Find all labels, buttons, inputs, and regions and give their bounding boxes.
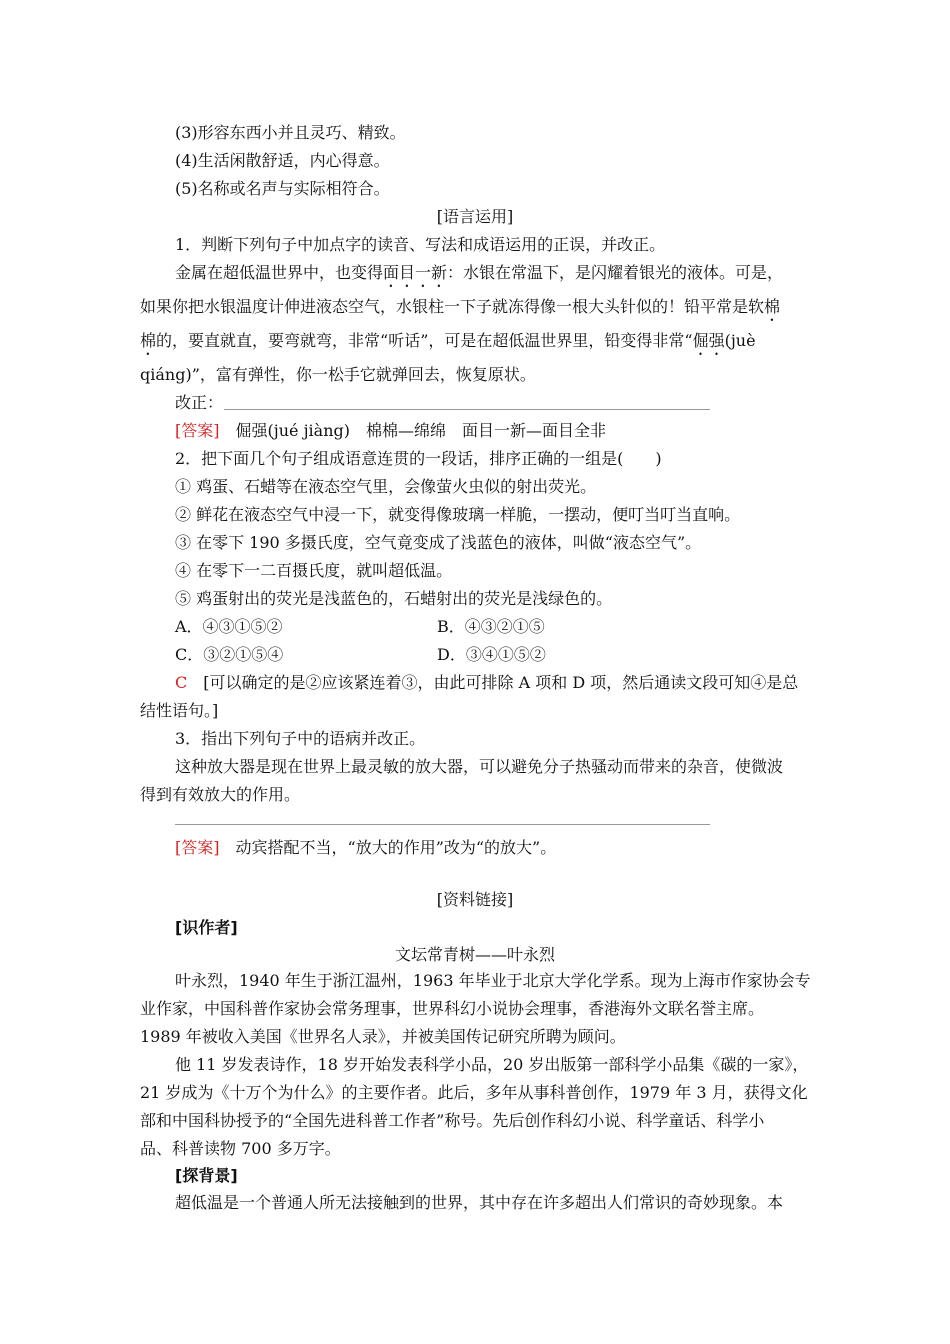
question-1-passage-line-2: 如果你把水银温度计伸进液态空气，水银柱一下子就冻得像一根大头针似的！铅平常是软棉 [140,297,781,316]
author-paragraph-line-3: 1989 年被收入美国《世界名人录》，并被美国传记研究所聘为顾问。 [140,1027,626,1046]
question-1-passage-line-4: qiáng)”，富有弹性，你一松手它就弹回去，恢复原状。 [140,365,536,384]
definition-item-5: (5)名称或名声与实际相符合。 [175,179,390,198]
option-b: B．④③②①⑤ [437,617,545,636]
question-2-sentence-4: ④ 在零下一二百摄氏度，就叫超低温。 [175,561,453,580]
option-d: D．③④①⑤② [437,645,546,664]
option-a: A．④③①⑤② [175,617,283,636]
question-2-explanation-line-2: 结性语句。] [140,701,219,720]
question-2-sentence-1: ① 鸡蛋、石蜡等在液态空气里，会像萤火虫似的射出荧光。 [175,477,597,496]
author-paragraph-line-7: 品、科普读物 700 多万字。 [140,1139,341,1158]
author-paragraph-line-5: 21 岁成为《十万个为什么》的主要作者。此后，多年从事科普创作，1979 年 3 月，获得文化 [140,1083,808,1102]
answer-label: [答案] [175,421,220,440]
question-2-sentence-2: ② 鲜花在液态空气中浸一下，就变得像玻璃一样脆，一摆动，便叮当叮当直响。 [175,505,741,524]
definition-item-3: (3)形容东西小并且灵巧、精致。 [175,123,406,142]
author-title: 文坛常青树——叶永烈 [394,945,555,964]
background-paragraph-line-1: 超低温是一个普通人所无法接触到的世界，其中存在许多超出人们常识的奇妙现象。本 [175,1193,784,1212]
dotted-word: 倔强 [692,331,725,350]
answer-blank-line [224,409,710,410]
question-2-sentence-3: ③ 在零下 190 多摄氏度，空气竟变成了浅蓝色的液体，叫做“液态空气”。 [175,533,702,552]
section-heading-reference: [资料链接] [436,890,514,909]
question-3-answer: [答案] 动宾搭配不当，“放大的作用”改为“的放大”。 [175,838,557,857]
option-c: C．③②①⑤④ [175,645,284,664]
author-paragraph-line-2: 业作家，中国科普作家协会常务理事，世界科幻小说协会理事，香港海外文联名誉主席。 [140,999,765,1018]
answer-choice: C [175,673,188,692]
option-row-2 [175,645,546,665]
background-tag: [探背景] [175,1166,238,1185]
question-2-prompt: 2．把下面几个句子组成语意连贯的一段话，排序正确的一组是( ) [175,449,662,468]
question-1-prompt: 1．判断下列句子中加点字的读音、写法和成语运用的正误，并改正。 [175,235,666,254]
question-3-prompt: 3．指出下列句子中的语病并改正。 [175,729,426,748]
dotted-word: 面目一新 [383,263,448,282]
option-row-1 [175,617,545,637]
answer-blank-line [175,824,710,825]
author-tag: [识作者] [175,918,238,937]
definition-item-4: (4)生活闲散舒适，内心得意。 [175,151,390,170]
question-3-sentence-line-1: 这种放大器是现在世界上最灵敏的放大器，可以避免分子热骚动而带来的杂音，使微波 [175,757,784,776]
section-heading-language: [语言运用] [436,207,514,226]
author-paragraph-line-6: 部和中国科协授予的“全国先进科普工作者”称号。先后创作科幻小说、科学童话、科学小 [140,1111,765,1130]
question-1-answer: [答案] 倔强(jué jiàng) 棉棉—绵绵 面目一新—面目全非 [175,421,606,440]
answer-label: [答案] [175,838,220,857]
question-3-sentence-line-2: 得到有效放大的作用。 [140,785,301,804]
author-paragraph-line-4: 他 11 岁发表诗作，18 岁开始发表科学小品，20 岁出版第一部科学小品集《碳的一家》， [175,1055,809,1074]
dotted-word: 棉 [764,297,781,316]
fix-label: 改正： [175,393,224,412]
question-2-explanation-line-1: C [可以确定的是②应该紧连着③，由此可排除 A 项和 D 项，然后通读文段可知④是总 [175,673,799,692]
question-1-passage-line-1: 金属在超低温世界中，也变得面目一新：水银在常温下，是闪耀着银光的液体。可是， [175,263,784,282]
dotted-word: 棉 [140,331,157,350]
question-2-sentence-5: ⑤ 鸡蛋射出的荧光是浅蓝色的，石蜡射出的荧光是浅绿色的。 [175,589,613,608]
author-paragraph-line-1: 叶永烈，1940 年生于浙江温州，1963 年毕业于北京大学化学系。现为上海市作家协会专 [175,971,811,990]
question-1-passage-line-3: 棉的，要直就直，要弯就弯，非常“听话”，可是在超低温世界里，铅变得非常“倔强(juè [140,331,756,350]
